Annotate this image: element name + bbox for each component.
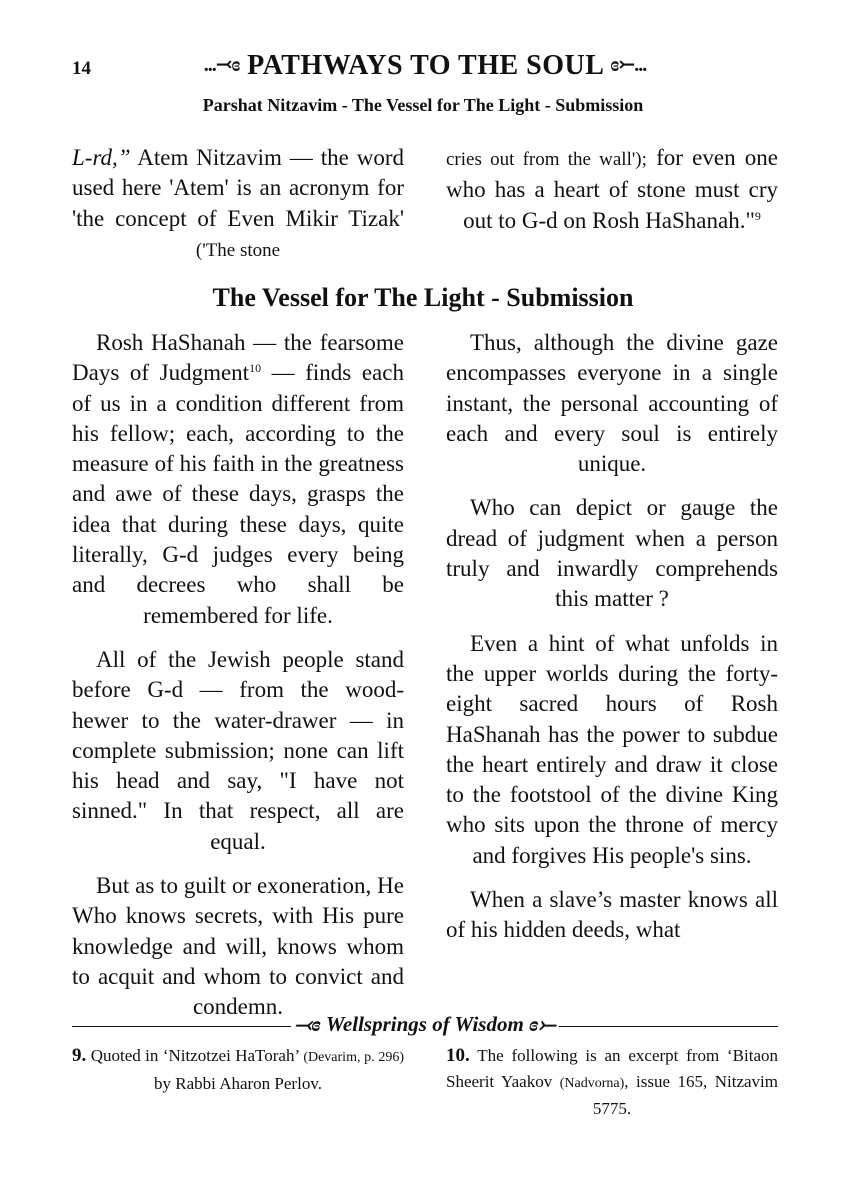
divider-label xyxy=(72,1012,778,1037)
paragraph: When a slave’s master knows all of his hidden deeds, what xyxy=(446,887,778,943)
paragraph: But as to guilt or exoneration, He Who knows secrets, with His pure knowledge and will, knows whom to acquit and whom to convict and condemn. xyxy=(72,873,404,1020)
footnote-ref-9[interactable]: 9 xyxy=(754,208,761,223)
footnote-9 xyxy=(72,1043,404,1096)
divider-text: Wellsprings of Wisdom xyxy=(325,1012,524,1036)
ornament-left-icon: ...⤙ɞ xyxy=(203,54,240,76)
divider-ornament-right-icon: ɞ⤚ xyxy=(529,1012,556,1036)
footnote-text: , issue 165, Nitzavim 5775. xyxy=(592,1071,778,1118)
footnote-ref-10[interactable]: 10 xyxy=(249,361,262,376)
paragraph: All of the Jewish people stand before G-d — from the wood-hewer to the water-drawer — in complete submission; none can lift his head and say, "I have not sinned." In that respect, all are equal. xyxy=(72,646,404,854)
paragraph: Who can depict or gauge the dread of judgment when a person truly and inwardly comprehends this matter ? xyxy=(446,495,778,612)
footnote-number: 9. xyxy=(72,1045,87,1066)
page-number: 14 xyxy=(72,58,91,79)
footnote-text: The following is an excerpt from ‘Bitaon Sheerit Yaakov xyxy=(446,1046,778,1091)
running-header xyxy=(130,50,720,82)
paragraph: Even a hint of what unfolds in the upper worlds during the forty-eight sacred hours of Rosh HaShanah has the power to subdue the heart entirely and draw it close to the footstool of the divine King who sits upon the throne of mercy and forgives His people's sins. xyxy=(446,630,778,868)
footnote-divider xyxy=(72,1010,778,1040)
chapter-subtitle: Parshat Nitzavim - The Vessel for The Light - Submission xyxy=(202,95,644,115)
footnote-number: 10. xyxy=(446,1045,470,1066)
section-heading: The Vessel for The Light - Submission xyxy=(212,283,634,312)
paragraph-text: Rosh HaShanah — the fearsome Days of Judgment xyxy=(72,330,404,386)
left-column xyxy=(72,328,404,1037)
footnote-text: Quoted in ‘Nitzotzei HaTorah’ xyxy=(86,1046,304,1065)
footnote-small-text: (Nadvorna) xyxy=(559,1075,625,1091)
intro-right-column xyxy=(446,143,778,236)
book-title: PATHWAYS TO THE SOUL xyxy=(247,50,603,81)
intro-left-column xyxy=(72,143,404,266)
right-column xyxy=(446,328,778,960)
intro-left-text: Atem Nitzavim — the word used here 'Atem' is an acronym for 'the concept of Even Mikir Tizak' xyxy=(72,145,404,231)
paragraph xyxy=(72,328,404,631)
intro-left-small: ('The stone xyxy=(195,239,281,261)
footnote-text: by Rabbi Aharon Perlov. xyxy=(154,1073,322,1093)
paragraph: Thus, although the divine gaze encompasses everyone in a single instant, the personal accounting of each and every soul is entirely unique. xyxy=(446,330,778,477)
ornament-right-icon: ɞ⤚... xyxy=(610,54,647,76)
intro-right-small: cries out from the wall'); xyxy=(446,149,647,170)
intro-right-text: for even one who has a heart of stone must cry out to G-d on Rosh HaShanah." xyxy=(446,145,778,233)
footnote-small-text: (Devarim, p. 296) xyxy=(303,1050,404,1065)
paragraph-text: — finds each of us in a condition different from his fellow; each, according to the measure of his faith in the greatness and awe of these days, grasps the idea that during these days, quite literally, G-d judges every being and decrees who shall be remembered for life. xyxy=(72,360,404,628)
footnote-10 xyxy=(446,1043,778,1122)
divider-ornament-left-icon: ⤙ɞ xyxy=(294,1012,321,1036)
intro-italic: L-rd,” xyxy=(72,145,131,170)
